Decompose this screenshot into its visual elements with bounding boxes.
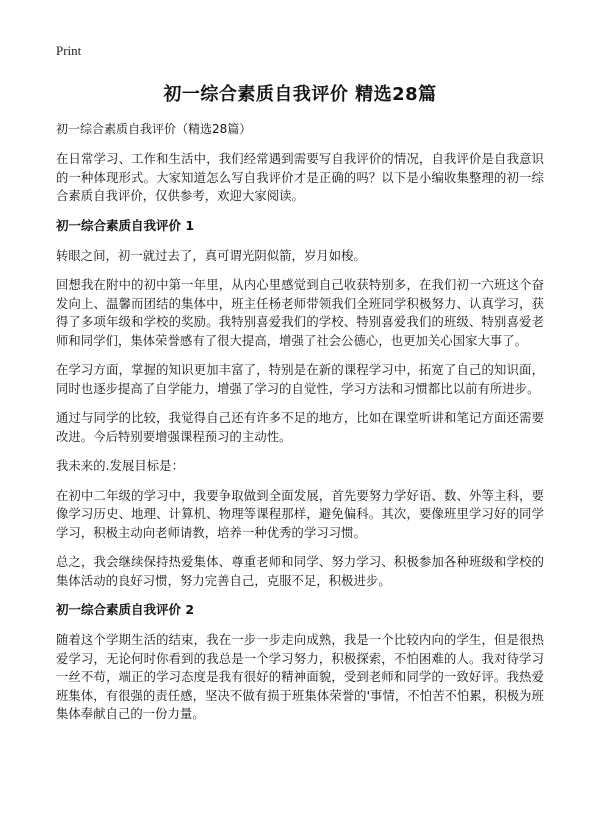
intro-paragraph: 在日常学习、工作和生活中，我们经常遇到需要写自我评价的情况，自我评价是自我意识的一种体现形式。大家知道怎么写自我评价才是正确的吗？以下是小编收集整理的初一综合素质自我评价，仅供参考，欢迎大家阅读。 xyxy=(56,152,544,203)
section-heading-2: 初一综合素质自我评价 2 xyxy=(56,602,195,617)
section-heading-1: 初一综合素质自我评价 1 xyxy=(56,217,195,233)
document-body xyxy=(56,120,544,735)
paragraph: 总之，我会继续保持热爱集体、尊重老师和同学、努力学习、积极参加各种班级和学校的集体活动的良好习惯，努力完善自己，克服不足，积极进步。 xyxy=(56,555,544,588)
paragraph: 随着这个学期生活的结束，我在一步一步走向成熟，我是一个比较内向的学生，但是很热爱学习，无论何时你看到的我总是一个学习努力，积极探索，不怕困难的人。我对待学习一丝不苟，端正的学习态度是我有很好的精神面貌，受到老师和同学的一致好评。我热爱班集体，有很强的责任感，坚决不做有损于班集体荣誉的'事情，不怕苦不怕累，积极为班集体奉献自己的一份力量。 xyxy=(56,633,544,721)
document-subtitle: 初一综合素质自我评价（精选28篇） xyxy=(56,122,252,136)
page-title: 初一综合素质自我评价 精选28篇 xyxy=(163,84,437,105)
paragraph: 我未来的.发展目标是： xyxy=(56,459,184,473)
paragraph: 通过与同学的比较，我觉得自己还有许多不足的地方，比如在课堂听讲和笔记方面还需要改进。今后特别要增强课程预习的主动性。 xyxy=(56,411,544,444)
paragraph: 在学习方面，掌握的知识更加丰富了，特别是在新的课程学习中，拓宽了自己的知识面，同时也逐步提高了自学能力，增强了学习的自觉性，学习方法和习惯都比以前有所进步。 xyxy=(56,363,544,396)
paragraph: 转眼之间，初一就过去了，真可谓光阴似箭，岁月如梭。 xyxy=(56,248,366,263)
paragraph: 回想我在附中的初中第一年里，从内心里感觉到自己收获特别多，在我们初一六班这个奋发向上、温馨而团结的集体中，班主任杨老师带领我们全班同学积极努力、认真学习，获得了多项年级和学校的奖励。我特别喜爱我们的学校、特别喜爱我们的班级、特别喜爱老师和同学们，集体荣誉感有了很大提高，增强了社会公德心，也更加关心国家大事了。 xyxy=(56,278,544,348)
print-link[interactable]: Print xyxy=(56,43,82,58)
paragraph: 在初中二年级的学习中，我要争取做到全面发展，首先要努力学好语、数、外等主科，要像学习历史、地理、计算机、物理等课程那样，避免偏科。其次，要像班里学习好的同学学习，积极主动向老师请教，培养一种优秀的学习习惯。 xyxy=(56,488,544,540)
